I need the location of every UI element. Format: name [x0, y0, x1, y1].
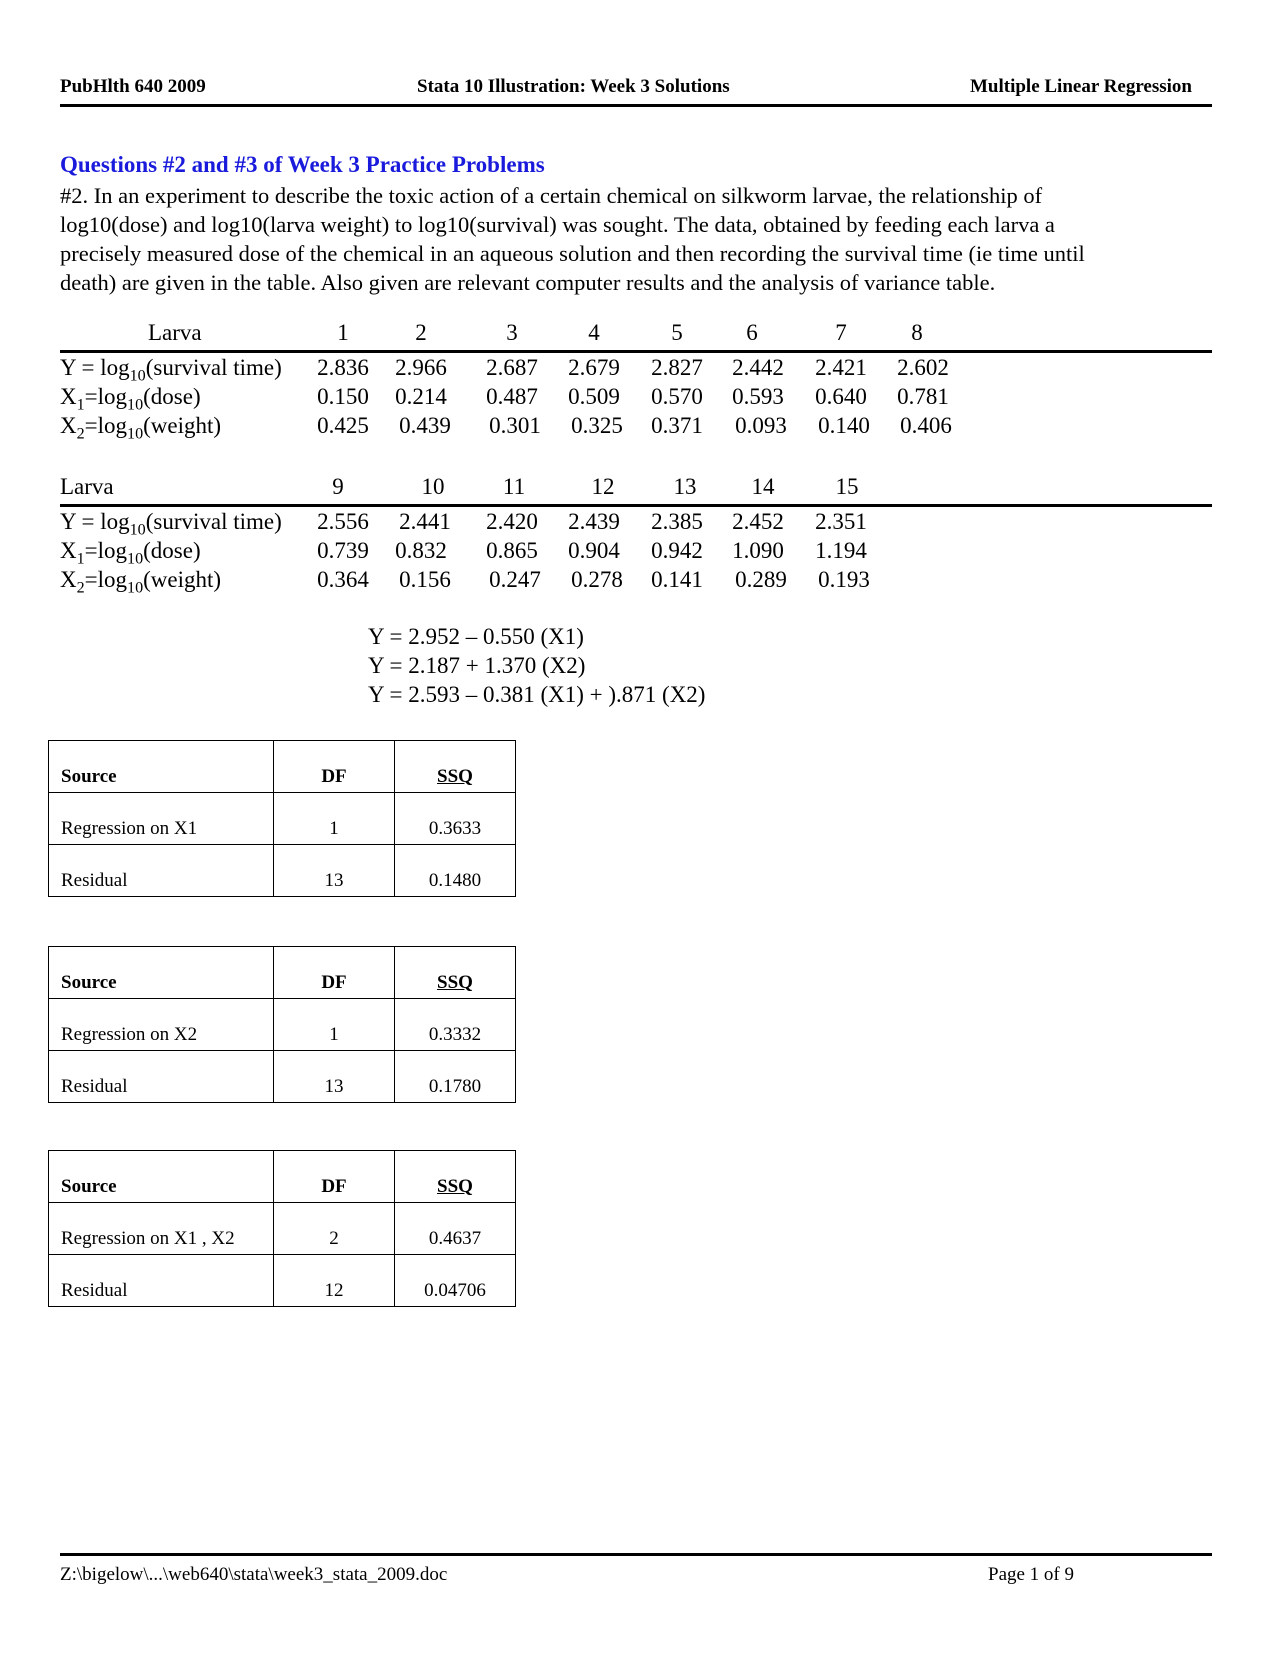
- larva-number: 10: [421, 474, 445, 499]
- cell: 0.193: [818, 567, 870, 592]
- cell: 2.420: [486, 509, 538, 534]
- table-row: [60, 509, 1212, 538]
- row-label: $X_2=\log_{10}(weight)$: [60, 567, 222, 597]
- cell: 2.385: [651, 509, 703, 534]
- table-row: [60, 355, 1212, 384]
- df-cell: 1: [274, 999, 395, 1051]
- source-cell: Regression on X2: [49, 999, 274, 1051]
- larva-number: 13: [673, 474, 697, 499]
- footer-file-path: Z:\bigelow\...\web640\stata\week3_stata_2009.doc: [60, 1564, 448, 1585]
- df-cell: 12: [274, 1255, 395, 1307]
- cell: 0.739: [317, 538, 369, 563]
- cell: 0.425: [317, 413, 369, 438]
- cell: 0.406: [900, 413, 952, 438]
- larva-number: 12: [591, 474, 615, 499]
- anova-table-1: [48, 740, 516, 897]
- intro-paragraph: [60, 181, 1220, 297]
- cell: 2.442: [732, 355, 784, 380]
- cell: 0.832: [395, 538, 447, 563]
- larva-number: 11: [502, 474, 526, 499]
- cell: 0.325: [571, 413, 623, 438]
- cell: 0.942: [651, 538, 703, 563]
- equation: Y = 2.593 – 0.381 (X1) + ).871 (X2): [368, 682, 706, 707]
- table-row: [60, 384, 1212, 413]
- cell: 2.421: [815, 355, 867, 380]
- table-header-row: [60, 474, 1212, 507]
- cell: 2.602: [897, 355, 949, 380]
- header-source: Source: [49, 947, 274, 999]
- larva-number: 7: [835, 320, 847, 345]
- anova-table-3: [48, 1150, 516, 1307]
- larva-number: 2: [415, 320, 427, 345]
- ssq-cell: 0.3332: [395, 999, 516, 1051]
- header-df: DF: [274, 947, 395, 999]
- cell: 0.150: [317, 384, 369, 409]
- larva-number: 4: [588, 320, 600, 345]
- header-source: Source: [49, 741, 274, 793]
- source-cell: Regression on X1: [49, 793, 274, 845]
- larva-number: 1: [337, 320, 349, 345]
- cell: 0.509: [568, 384, 620, 409]
- cell: 0.904: [568, 538, 620, 563]
- cell: 2.452: [732, 509, 784, 534]
- table-row: [60, 538, 1212, 567]
- data-table-2: [60, 474, 1212, 596]
- larva-label: Larva: [60, 474, 114, 499]
- cell: 0.156: [399, 567, 451, 592]
- cell: 0.593: [732, 384, 784, 409]
- question-title: Questions #2 and #3 of Week 3 Practice Problems: [60, 152, 545, 177]
- header-course: PubHlth 640 2009: [60, 76, 206, 97]
- cell: 2.687: [486, 355, 538, 380]
- regression-equations: [368, 622, 705, 709]
- larva-number: 5: [671, 320, 683, 345]
- cell: 0.371: [651, 413, 703, 438]
- larva-number: 3: [506, 320, 518, 345]
- table-row: [49, 845, 516, 897]
- cell: 0.289: [735, 567, 787, 592]
- intro-line: precisely measured dose of the chemical in an aqueous solution and then recording the survival time (ie time until: [60, 241, 1085, 266]
- intro-line: death) are given in the table. Also given are relevant computer results and the analysis of variance table.: [60, 270, 996, 295]
- intro-line: #2. In an experiment to describe the toxic action of a certain chemical on silkworm larvae, the relationship of: [60, 183, 1043, 208]
- source-cell: Residual: [49, 1255, 274, 1307]
- row-label: $Y = \log_{10}(survival$ time): [60, 509, 282, 539]
- header-ssq: SSQ: [395, 947, 516, 999]
- cell: 0.781: [897, 384, 949, 409]
- header-ssq: SSQ: [395, 1151, 516, 1203]
- cell: 0.214: [395, 384, 447, 409]
- ssq-cell: 0.04706: [395, 1255, 516, 1307]
- equation: Y = 2.187 + 1.370 (X2): [368, 653, 586, 678]
- larva-label: Larva: [148, 320, 202, 345]
- cell: 2.439: [568, 509, 620, 534]
- table-row: [49, 1203, 516, 1255]
- table-header-row: [49, 741, 516, 793]
- equation: Y = 2.952 – 0.550 (X1): [368, 624, 584, 649]
- df-cell: 13: [274, 1051, 395, 1103]
- table-row: [49, 793, 516, 845]
- header-source: Source: [49, 1151, 274, 1203]
- table-header-row: [49, 1151, 516, 1203]
- table-row: [49, 1051, 516, 1103]
- cell: 0.247: [489, 567, 541, 592]
- source-cell: Regression on X1 , X2: [49, 1203, 274, 1255]
- cell: 0.570: [651, 384, 703, 409]
- page-header: [60, 74, 1212, 107]
- table-row: [49, 1255, 516, 1307]
- table-header-row: [60, 320, 1212, 353]
- header-df: DF: [274, 1151, 395, 1203]
- df-cell: 2: [274, 1203, 395, 1255]
- cell: 2.827: [651, 355, 703, 380]
- cell: 2.351: [815, 509, 867, 534]
- cell: 1.090: [732, 538, 784, 563]
- source-cell: Residual: [49, 845, 274, 897]
- df-cell: 13: [274, 845, 395, 897]
- header-df: DF: [274, 741, 395, 793]
- cell: 1.194: [815, 538, 867, 563]
- cell: 2.441: [399, 509, 451, 534]
- header-title: Stata 10 Illustration: Week 3 Solutions: [417, 76, 730, 97]
- df-cell: 1: [274, 793, 395, 845]
- footer-page-number: Page 1 of 9: [988, 1564, 1075, 1585]
- source-cell: Residual: [49, 1051, 274, 1103]
- cell: 0.487: [486, 384, 538, 409]
- cell: 0.093: [735, 413, 787, 438]
- cell: 0.364: [317, 567, 369, 592]
- intro-line: log10(dose) and log10(larva weight) to log10(survival) was sought. The data, obtained by feeding each larva a: [60, 212, 1055, 237]
- cell: 0.301: [489, 413, 541, 438]
- cell: 0.439: [399, 413, 451, 438]
- table-row: [49, 999, 516, 1051]
- table-header-row: [49, 947, 516, 999]
- larva-number: 15: [835, 474, 859, 499]
- cell: 2.966: [395, 355, 447, 380]
- cell: 0.140: [818, 413, 870, 438]
- ssq-cell: 0.4637: [395, 1203, 516, 1255]
- data-table-1: [60, 320, 1212, 442]
- row-label: $X_1=\log_{10}(dose)$: [60, 384, 201, 414]
- larva-number: 9: [332, 474, 344, 499]
- cell: 0.278: [571, 567, 623, 592]
- cell: 0.865: [486, 538, 538, 563]
- cell: 0.141: [651, 567, 703, 592]
- row-label: $X_2=\log_{10}(weight)$: [60, 413, 222, 443]
- ssq-cell: 0.1480: [395, 845, 516, 897]
- ssq-cell: 0.3633: [395, 793, 516, 845]
- row-label: $Y = \log_{10}(survival$ time): [60, 355, 282, 385]
- row-label: $X_1=\log_{10}(dose)$: [60, 538, 201, 568]
- larva-number: 14: [751, 474, 775, 499]
- header-topic: Multiple Linear Regression: [969, 76, 1192, 97]
- page-footer: [60, 1553, 1212, 1585]
- cell: 2.556: [317, 509, 369, 534]
- table-row: [60, 567, 1212, 596]
- table-row: [60, 413, 1212, 442]
- header-ssq: SSQ: [395, 741, 516, 793]
- larva-number: 8: [911, 320, 923, 345]
- cell: 2.679: [568, 355, 620, 380]
- larva-number: 6: [746, 320, 758, 345]
- ssq-cell: 0.1780: [395, 1051, 516, 1103]
- cell: 0.640: [815, 384, 867, 409]
- anova-table-2: [48, 946, 516, 1103]
- cell: 2.836: [317, 355, 369, 380]
